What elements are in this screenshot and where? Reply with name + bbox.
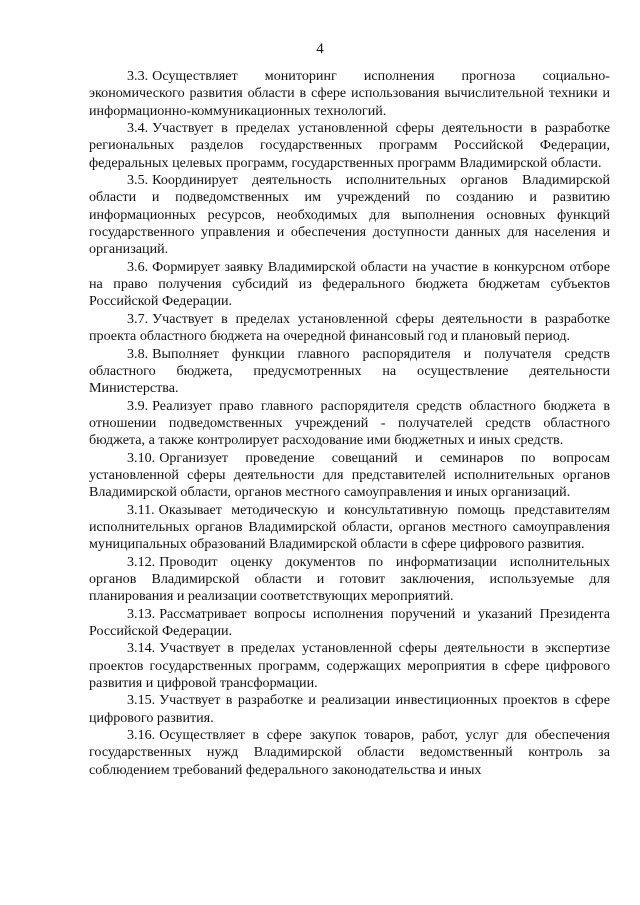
paragraph-number: 3.13. (127, 605, 156, 622)
paragraph-number: 3.4. (127, 120, 149, 137)
paragraph (89, 502, 610, 554)
paragraph-text: Рассматривает вопросы исполнения поручений и указаний Президента Российской Федерации. (89, 605, 610, 639)
page-number: 4 (316, 41, 324, 57)
paragraph (89, 120, 610, 172)
paragraph-text: Осуществляет в сфере закупок товаров, работ, услуг для обеспечения государственных нужд Владимирской области ведомственный контроль за соблюдением требований федерального законодательства и иных (89, 727, 610, 778)
paragraph-number: 3.7. (127, 310, 149, 327)
paragraph-text: Участвует в разработке и реализации инвестиционных проектов в сфере цифрового развития. (89, 692, 610, 726)
paragraph-text: Координирует деятельность исполнительных органов Владимирской области и подведомственных им учреждений по созданию и развитию информационных ресурсов, необходимых для выполнения основных функций государственного управления и обеспечения доступности данных для населения и организаций. (89, 172, 610, 258)
paragraph (89, 172, 610, 259)
paragraph (89, 311, 610, 346)
paragraph-text: Участвует в пределах установленной сферы деятельности в разработке проекта областного бюджета на очередной финансовый год и плановый период. (89, 310, 610, 345)
paragraph-text: Реализует право главного распорядителя средств областного бюджета в отношении подведомственных учреждений - получателей средств областного бюджета, а также контролирует расходование ими бюджетных и иных средств. (89, 397, 610, 449)
paragraph (89, 398, 610, 450)
paragraph (89, 606, 610, 641)
paragraph-number: 3.12. (127, 553, 156, 570)
paragraph-text: Участвует в пределах установленной сферы деятельности в разработке региональных разделов государственных программ Российской Федерации, федеральных целевых программ, государственных программ Владимирской области. (89, 120, 610, 171)
paragraph-text: Выполняет функции главного распорядителя и получателя средств областного бюджета, предусмотренных на осуществление деятельности Министерства. (89, 345, 610, 397)
paragraph-number: 3.10. (127, 449, 156, 466)
paragraph (89, 727, 610, 779)
paragraph (89, 259, 610, 311)
paragraph-text: Участвует в пределах установленной сферы деятельности в экспертизе проектов государственных программ, содержащих мероприятия в сфере цифрового развития и цифровой трансформации. (89, 640, 610, 692)
paragraph (89, 346, 610, 398)
paragraph (89, 692, 610, 727)
paragraph (89, 450, 610, 502)
paragraph-number: 3.3. (127, 68, 149, 84)
paragraph-number: 3.8. (127, 345, 149, 362)
paragraph-number: 3.15. (127, 692, 156, 709)
paragraph-number: 3.16. (127, 727, 156, 744)
paragraph-number: 3.5. (127, 172, 149, 189)
paragraph-number: 3.6. (127, 258, 149, 275)
paragraph-number: 3.14. (127, 640, 156, 657)
paragraph-text: Оказывает методическую и консультативную помощь представителям исполнительных органов Владимирской области, органов местного самоуправления муниципальных образований Владимирской области в сфере цифрового развития. (89, 501, 610, 553)
paragraph-text: Осуществляет мониторинг исполнения прогноза социально-экономического развития области в сфере использования вычислительной техники и информационно-коммуникационных технологий. (89, 68, 610, 119)
paragraph (89, 640, 610, 692)
document-body (89, 68, 610, 779)
paragraph (89, 554, 610, 606)
paragraph-text: Проводит оценку документов по информатизации исполнительных органов Владимирской области и готовит заключения, используемые для планирования и реализации соответствующих мероприятий. (89, 553, 610, 605)
paragraph-text: Организует проведение совещаний и семинаров по вопросам установленной сферы деятельности для представителей исполнительных органов Владимирской области, органов местного самоуправления и иных организаций. (89, 449, 610, 501)
paragraph-number: 3.11. (127, 501, 155, 518)
paragraph-text: Формирует заявку Владимирской области на участие в конкурсном отборе на право получения субсидий из федерального бюджета бюджетам субъектов Российской Федерации. (89, 258, 610, 310)
paragraph-number: 3.9. (127, 397, 149, 414)
paragraph (89, 68, 610, 120)
